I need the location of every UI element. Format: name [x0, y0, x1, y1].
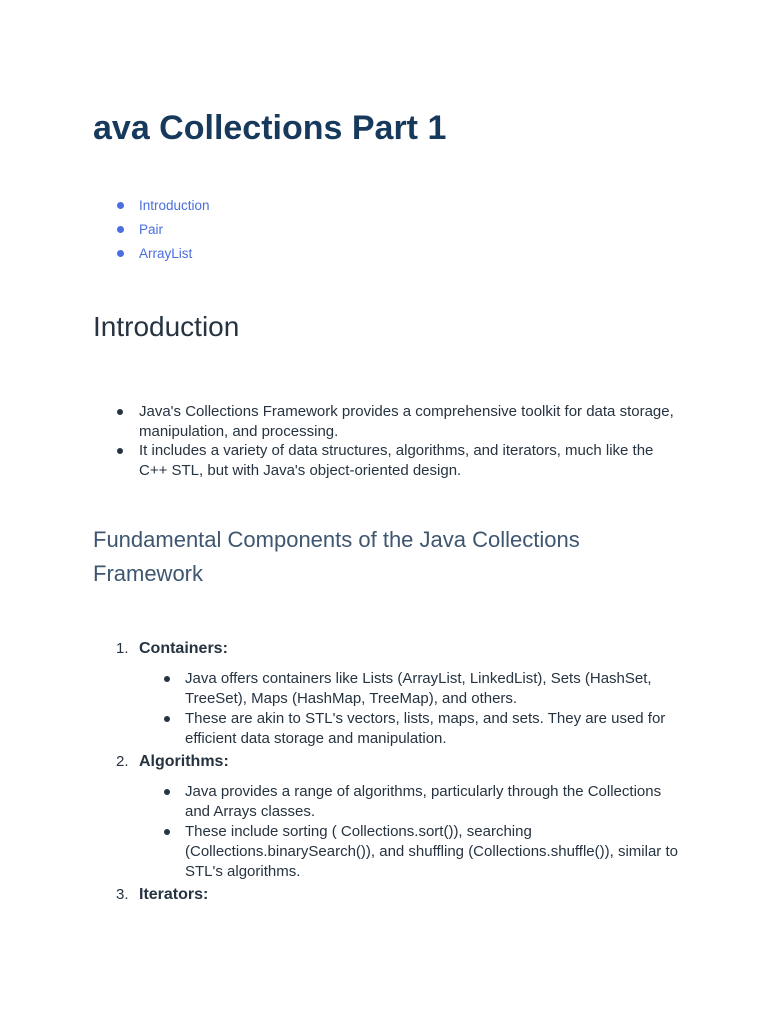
toc-item-pair [93, 218, 210, 242]
components-heading: Fundamental Components of the Java Collections Framework [93, 527, 580, 586]
toc-link-arraylist[interactable]: ArrayList [139, 246, 193, 261]
toc-link-pair[interactable]: Pair [139, 222, 164, 237]
introduction-heading: Introduction [93, 311, 240, 342]
list-item: Java's Collections Framework provides a comprehensive toolkit for data storage, manipulation, and processing. [93, 402, 683, 441]
list-item: Java provides a range of algorithms, particularly through the Collections and Arrays classes. [139, 782, 683, 822]
sub-bullets [139, 773, 683, 882]
toc-item-introduction [93, 194, 210, 218]
component-item-iterators [93, 884, 683, 906]
component-item-algorithms [93, 751, 683, 882]
sub-bullets [139, 660, 683, 749]
table-of-contents [93, 194, 210, 266]
item-number: 3. [116, 886, 129, 903]
list-item: These include sorting ( Collections.sort()), searching (Collections.binarySearch()), and shuffling (Collections.shuffle()), similar to STL's algorithms. [139, 822, 683, 882]
introduction-bullets [93, 402, 683, 480]
components-list [93, 638, 683, 906]
list-item: It includes a variety of data structures, algorithms, and iterators, much like the C++ STL, but with Java's object-oriented design. [93, 441, 683, 480]
list-item: Java offers containers like Lists (ArrayList, LinkedList), Sets (HashSet, TreeSet), Maps (HashMap, TreeMap), and others. [139, 669, 683, 709]
list-item: These are akin to STL's vectors, lists, maps, and sets. They are used for efficient data storage and manipulation. [139, 709, 683, 749]
component-item-containers [93, 638, 683, 749]
toc-link-introduction[interactable]: Introduction [139, 198, 210, 213]
toc-item-arraylist [93, 242, 210, 266]
item-title: Algorithms: [139, 753, 229, 770]
item-title: Iterators: [139, 886, 209, 903]
item-title: Containers: [139, 640, 228, 657]
document-title: ava Collections Part 1 [93, 109, 447, 147]
item-number: 1. [116, 640, 129, 657]
item-number: 2. [116, 753, 129, 770]
